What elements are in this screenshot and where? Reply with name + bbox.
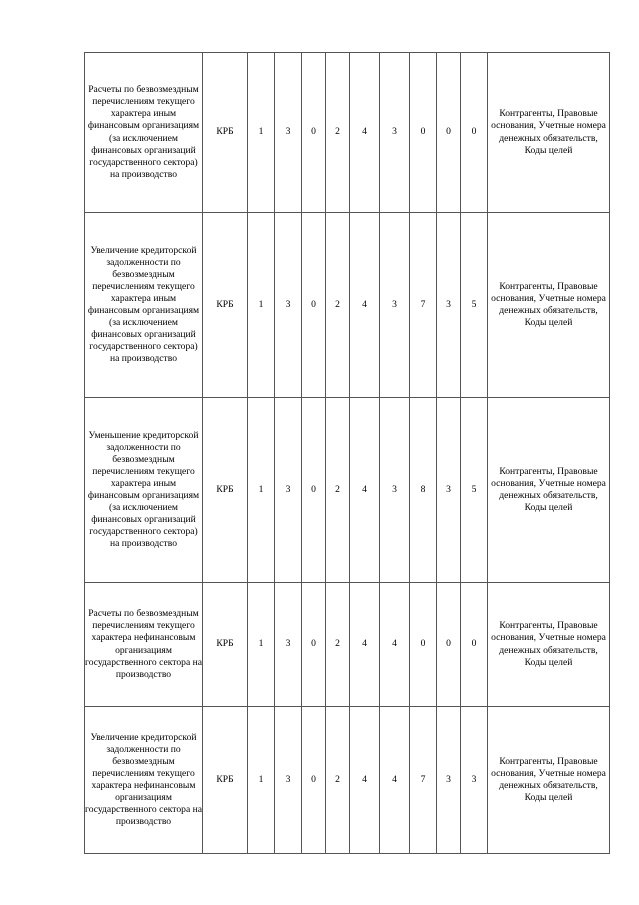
account-digit: 3	[437, 398, 461, 583]
account-digit: 2	[326, 213, 350, 398]
account-digit: 4	[350, 707, 380, 854]
account-digit: 3	[461, 707, 488, 854]
account-digit: 0	[437, 583, 461, 707]
account-digit: 0	[302, 398, 326, 583]
account-digit: 3	[275, 707, 302, 854]
account-digit: 2	[326, 53, 350, 213]
analytics-description: Контрагенты, Правовые основания, Учетные номера денежных обязательств, Коды целей	[488, 53, 610, 213]
account-digit: 7	[410, 707, 437, 854]
account-digit: 0	[410, 53, 437, 213]
table-row	[85, 707, 610, 854]
account-description: Увеличение кредиторской задолженности по безвозмездным перечислениям текущего характера иным финансовым организациям (за исключением финансовых организаций государственного сектора) на производство	[85, 213, 203, 398]
accounts-table	[84, 52, 610, 854]
account-digit: 0	[302, 707, 326, 854]
account-digit: 8	[410, 398, 437, 583]
krb-code: КРБ	[203, 707, 248, 854]
account-digit: 4	[380, 707, 410, 854]
account-digit: 7	[410, 213, 437, 398]
account-digit: 2	[326, 583, 350, 707]
krb-code: КРБ	[203, 398, 248, 583]
account-digit: 3	[380, 213, 410, 398]
table-row	[85, 398, 610, 583]
krb-code: КРБ	[203, 583, 248, 707]
account-digit: 5	[461, 398, 488, 583]
krb-code: КРБ	[203, 213, 248, 398]
account-digit: 2	[326, 398, 350, 583]
account-digit: 3	[275, 213, 302, 398]
table-row	[85, 213, 610, 398]
account-digit: 4	[350, 213, 380, 398]
account-digit: 3	[275, 53, 302, 213]
account-digit: 1	[248, 53, 275, 213]
analytics-description: Контрагенты, Правовые основания, Учетные номера денежных обязательств, Коды целей	[488, 583, 610, 707]
account-digit: 3	[275, 398, 302, 583]
krb-code: КРБ	[203, 53, 248, 213]
account-digit: 1	[248, 583, 275, 707]
analytics-description: Контрагенты, Правовые основания, Учетные номера денежных обязательств, Коды целей	[488, 398, 610, 583]
account-digit: 4	[350, 583, 380, 707]
account-digit: 0	[437, 53, 461, 213]
account-digit: 4	[350, 398, 380, 583]
account-description: Расчеты по безвозмездным перечислениям текущего характера иным финансовым организациям (за исключением финансовых организаций государственного сектора) на производство	[85, 53, 203, 213]
table-row	[85, 53, 610, 213]
account-digit: 5	[461, 213, 488, 398]
account-digit: 0	[410, 583, 437, 707]
account-digit: 1	[248, 398, 275, 583]
account-digit: 2	[326, 707, 350, 854]
account-digit: 3	[380, 398, 410, 583]
account-digit: 4	[380, 583, 410, 707]
analytics-description: Контрагенты, Правовые основания, Учетные номера денежных обязательств, Коды целей	[488, 213, 610, 398]
account-digit: 0	[302, 583, 326, 707]
analytics-description: Контрагенты, Правовые основания, Учетные номера денежных обязательств, Коды целей	[488, 707, 610, 854]
table-row	[85, 583, 610, 707]
account-digit: 0	[461, 583, 488, 707]
account-digit: 3	[380, 53, 410, 213]
account-digit: 3	[275, 583, 302, 707]
account-description: Уменьшение кредиторской задолженности по безвозмездным перечислениям текущего характера иным финансовым организациям (за исключением финансовых организаций государственного сектора) на производство	[85, 398, 203, 583]
account-description: Увеличение кредиторской задолженности по безвозмездным перечислениям текущего характера нефинансовым организациям государственного сектора на производство	[85, 707, 203, 854]
account-digit: 3	[437, 213, 461, 398]
account-description: Расчеты по безвозмездным перечислениям текущего характера нефинансовым организациям государственного сектора на производство	[85, 583, 203, 707]
account-digit: 3	[437, 707, 461, 854]
account-digit: 4	[350, 53, 380, 213]
account-digit: 0	[302, 53, 326, 213]
account-digit: 1	[248, 707, 275, 854]
account-digit: 1	[248, 213, 275, 398]
account-digit: 0	[302, 213, 326, 398]
account-digit: 0	[461, 53, 488, 213]
